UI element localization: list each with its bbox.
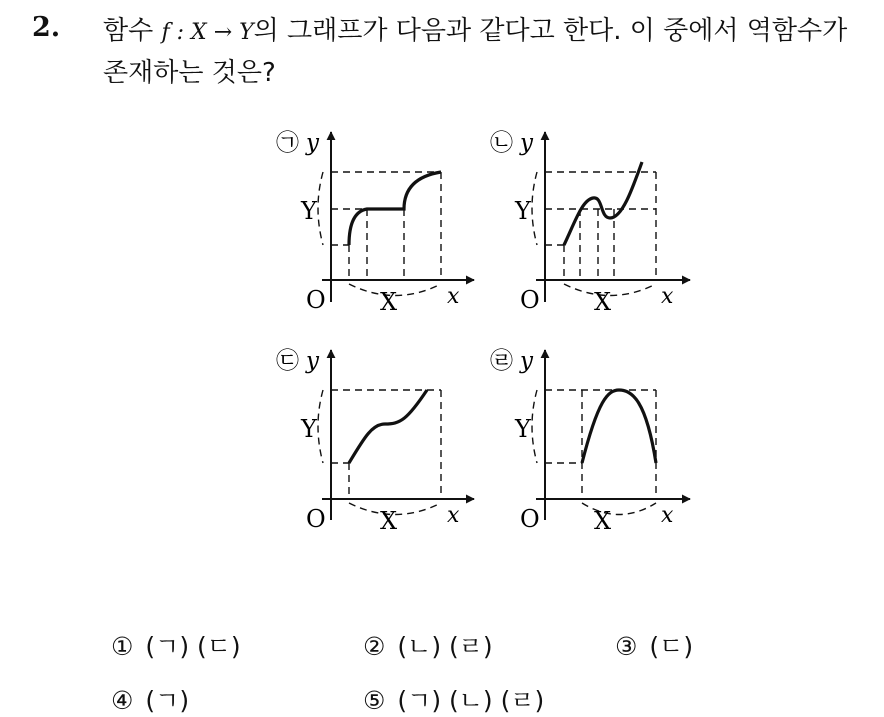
graph-a-y-label: y <box>306 130 319 156</box>
stem-prefix: 함수 <box>103 16 162 46</box>
choice-4-text: (ㄱ) <box>145 686 190 715</box>
graph-d-set-y: Y <box>515 415 531 443</box>
graph-d-curve <box>582 390 656 463</box>
choice-4-mark: ④ <box>111 686 134 715</box>
graph-b-guides <box>532 172 656 296</box>
graph-d-y-label: y <box>520 348 533 374</box>
graph-c-set-x: X <box>380 507 398 535</box>
graph-c-marker: ㉢ <box>276 348 299 374</box>
stem-line-2: 존재하는 것은? <box>103 58 276 88</box>
graph-a-marker: ㉠ <box>276 130 299 156</box>
graph-c-set-y: Y <box>301 415 317 443</box>
choice-1[interactable] <box>111 627 241 663</box>
choice-2[interactable] <box>363 627 493 663</box>
graph-b-origin: O <box>520 286 540 314</box>
function-notation: f : X → Y <box>161 20 254 45</box>
choice-2-text: (ㄴ) (ㄹ) <box>397 632 493 661</box>
graph-d <box>490 348 690 535</box>
graph-b-x-label: x <box>661 284 674 309</box>
graph-d-origin: O <box>520 505 540 533</box>
choice-4[interactable] <box>111 681 189 717</box>
question-number: 2. <box>32 12 61 43</box>
graph-b-marker: ㉡ <box>490 130 513 156</box>
graph-b-y-label: y <box>520 130 533 156</box>
graph-b-set-y: Y <box>515 197 531 225</box>
choice-5[interactable] <box>363 681 544 717</box>
choice-5-mark: ⑤ <box>363 686 386 715</box>
graph-d-marker: ㉣ <box>490 348 513 374</box>
graph-a <box>276 130 474 316</box>
graph-c-x-label: x <box>447 503 460 528</box>
choice-2-mark: ② <box>363 632 386 661</box>
choice-3[interactable] <box>615 627 693 663</box>
choice-5-text: (ㄱ) (ㄴ) (ㄹ) <box>397 686 545 715</box>
graph-c-y-label: y <box>306 348 319 374</box>
graph-c-origin: O <box>306 505 326 533</box>
graph-a-set-x: X <box>380 288 398 316</box>
choice-3-mark: ③ <box>615 632 638 661</box>
graph-b-curve <box>564 162 642 245</box>
graph-d-guides <box>532 390 656 515</box>
graph-a-x-label: x <box>447 284 460 309</box>
graph-b-set-x: X <box>594 288 612 316</box>
graph-a-origin: O <box>306 286 326 314</box>
graph-c <box>276 348 474 535</box>
graph-c-guides <box>318 390 441 515</box>
graph-d-x-label: x <box>661 503 674 528</box>
graph-a-set-y: Y <box>301 197 317 225</box>
graph-c-curve <box>349 390 427 463</box>
choice-3-text: (ㄷ) <box>649 632 694 661</box>
graph-a-guides <box>318 172 441 296</box>
stem-line-1-rest: 의 그래프가 다음과 같다고 한다. 이 중에서 역함수가 <box>253 16 848 46</box>
choice-1-mark: ① <box>111 632 134 661</box>
graph-d-set-x: X <box>594 507 612 535</box>
graph-a-curve <box>349 172 441 245</box>
choice-1-text: (ㄱ) (ㄷ) <box>145 632 241 661</box>
graph-b <box>490 130 690 316</box>
